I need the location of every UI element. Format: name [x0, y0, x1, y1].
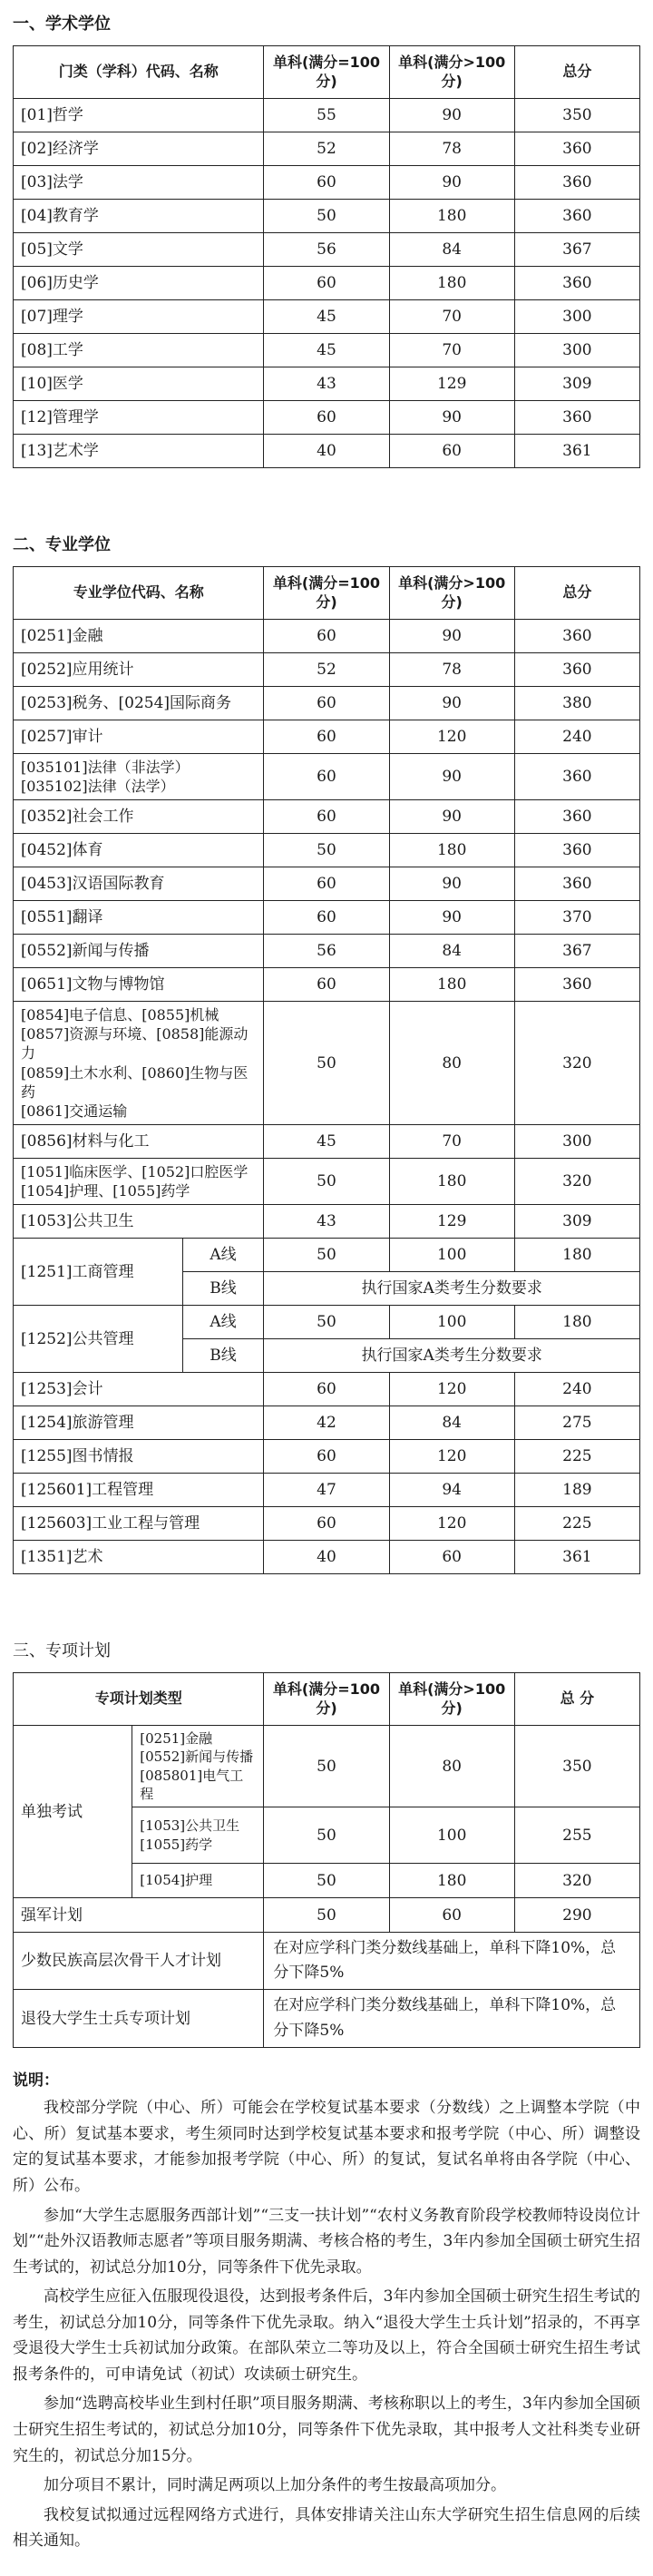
section1-title: 一、学术学位 [13, 15, 111, 34]
discipline-name: [08]工学 [14, 334, 264, 367]
single-exam-majors: [1054]护理 [132, 1864, 264, 1898]
discipline-name: [05]文学 [14, 233, 264, 267]
major-name: [1053]公共卫生 [14, 1205, 264, 1239]
score-total: 360 [514, 267, 639, 300]
table-row [14, 300, 640, 334]
score-total: 275 [514, 1406, 639, 1440]
score-single-over-100: 180 [389, 968, 514, 1002]
table-row [14, 1373, 640, 1406]
score-total: 361 [514, 1541, 639, 1574]
score-single-100: 50 [264, 1158, 389, 1204]
score-single-100: 45 [264, 1124, 389, 1158]
major-name: [1251]工商管理 [14, 1239, 183, 1306]
score-single-100: 56 [264, 233, 389, 267]
note-paragraph: 我校复试拟通过远程网络方式进行，具体安排请关注山东大学研究生招生信息网的后续相关通知。 [13, 2505, 640, 2551]
major-name: [035101]法律（非法学） [035102]法律（法学） [14, 754, 264, 800]
score-single-100: 55 [264, 99, 389, 132]
discipline-name: [03]法学 [14, 166, 264, 200]
score-total: 309 [514, 367, 639, 401]
header-total: 总 分 [514, 1673, 639, 1726]
score-single-over-100: 120 [389, 1373, 514, 1406]
line-label: B线 [182, 1339, 264, 1373]
header-single-100: 单科(满分=100分) [264, 567, 389, 620]
table-row [14, 132, 640, 166]
line-label: A线 [182, 1239, 264, 1272]
discipline-name: [12]管理学 [14, 401, 264, 435]
score-total: 360 [514, 200, 639, 233]
score-single-100: 60 [264, 1373, 389, 1406]
score-single-over-100: 60 [389, 1541, 514, 1574]
major-name: [0551]翻译 [14, 901, 264, 935]
score-single-100: 43 [264, 1205, 389, 1239]
score-single-over-100: 80 [389, 1002, 514, 1125]
score-single-over-100: 78 [389, 653, 514, 687]
major-name: [0253]税务、[0254]国际商务 [14, 687, 264, 720]
score-total: 320 [514, 1864, 639, 1898]
score-single-100: 45 [264, 300, 389, 334]
score-single-100: 40 [264, 435, 389, 468]
score-single-100: 50 [264, 1726, 389, 1807]
table-header-row [14, 1673, 640, 1726]
score-single-100: 42 [264, 1406, 389, 1440]
table-row [14, 267, 640, 300]
score-single-over-100: 129 [389, 367, 514, 401]
table-row [14, 1440, 640, 1474]
table-row [14, 1474, 640, 1507]
score-single-over-100: 90 [389, 166, 514, 200]
score-single-100: 43 [264, 367, 389, 401]
discipline-name: [04]教育学 [14, 200, 264, 233]
score-single-100: 60 [264, 867, 389, 901]
score-single-100: 60 [264, 800, 389, 834]
notes-section [13, 2068, 640, 2554]
major-name: [125603]工业工程与管理 [14, 1507, 264, 1541]
header-discipline: 门类（学科）代码、名称 [14, 46, 264, 99]
table-row [14, 901, 640, 935]
table-row [14, 435, 640, 468]
major-name: [1255]图书情报 [14, 1440, 264, 1474]
section3-title: 三、专项计划 [13, 1641, 111, 1661]
score-total: 350 [514, 99, 639, 132]
score-single-100: 60 [264, 754, 389, 800]
note-paragraph: 参加“选聘高校毕业生到村任职”项目服务期满、考核称职以上的考生，3年内参加全国硕士研究生招生考试的，初试总分加10分，同等条件下优先录取，其中报考人文社科类专业研究生的，初试总分加15分。 [13, 2395, 640, 2465]
score-total: 370 [514, 901, 639, 935]
score-single-over-100: 94 [389, 1474, 514, 1507]
score-single-100: 60 [264, 1507, 389, 1541]
score-single-over-100: 78 [389, 132, 514, 166]
score-single-100: 60 [264, 401, 389, 435]
score-single-100: 50 [264, 1306, 389, 1339]
table-row [14, 1507, 640, 1541]
score-single-over-100: 90 [389, 687, 514, 720]
score-single-100: 60 [264, 1440, 389, 1474]
header-plan-type: 专项计划类型 [14, 1673, 264, 1726]
score-single-100: 50 [264, 1002, 389, 1125]
score-total: 360 [514, 401, 639, 435]
score-single-100: 60 [264, 267, 389, 300]
score-single-over-100: 90 [389, 754, 514, 800]
score-single-over-100: 70 [389, 334, 514, 367]
score-total: 367 [514, 233, 639, 267]
score-total: 300 [514, 300, 639, 334]
table-row [14, 834, 640, 867]
score-total: 350 [514, 1726, 639, 1807]
score-single-over-100: 60 [389, 435, 514, 468]
score-total: 361 [514, 435, 639, 468]
major-name: [0251]金融 [14, 620, 264, 653]
score-total: 180 [514, 1239, 639, 1272]
score-total: 360 [514, 620, 639, 653]
score-single-100: 60 [264, 166, 389, 200]
single-exam-label: 单独考试 [14, 1726, 132, 1898]
score-total: 360 [514, 968, 639, 1002]
score-total: 255 [514, 1807, 639, 1864]
score-single-over-100: 84 [389, 935, 514, 968]
score-single-over-100: 90 [389, 401, 514, 435]
table-row [14, 1541, 640, 1574]
note-paragraph: 我校部分学院（中心、所）可能会在学校复试基本要求（分数线）之上调整本学院（中心、所）复试基本要求，考生须同时达到学校复试基本要求和报考学院（中心、所）调整设定的复试基本要求，才能参加报考学院（中心、所）的复试，复试名单将由各学院（中心、所）公布。 [13, 2099, 640, 2196]
score-total: 360 [514, 834, 639, 867]
score-total: 367 [514, 935, 639, 968]
table-row [14, 1726, 640, 1807]
single-exam-majors: [1053]公共卫生 [1055]药学 [132, 1807, 264, 1864]
header-single-100: 单科(满分=100分) [264, 46, 389, 99]
score-single-100: 40 [264, 1541, 389, 1574]
major-name: [1254]旅游管理 [14, 1406, 264, 1440]
score-single-100: 50 [264, 200, 389, 233]
major-name: [1252]公共管理 [14, 1306, 183, 1373]
table-row [14, 720, 640, 754]
score-total: 320 [514, 1158, 639, 1204]
table-row [14, 935, 640, 968]
major-name: [1253]会计 [14, 1373, 264, 1406]
score-single-100: 47 [264, 1474, 389, 1507]
discipline-name: [01]哲学 [14, 99, 264, 132]
score-total: 240 [514, 1373, 639, 1406]
score-single-over-100: 70 [389, 1124, 514, 1158]
score-single-over-100: 180 [389, 1864, 514, 1898]
score-single-over-100: 100 [389, 1807, 514, 1864]
score-total: 360 [514, 166, 639, 200]
single-exam-majors: [0251]金融 [0552]新闻与传播 [085801]电气工程 [132, 1726, 264, 1807]
score-single-over-100: 90 [389, 620, 514, 653]
table-row [14, 620, 640, 653]
major-name: [1051]临床医学、[1052]口腔医学 [1054]护理、[1055]药学 [14, 1158, 264, 1204]
score-single-over-100: 80 [389, 1726, 514, 1807]
score-total: 360 [514, 653, 639, 687]
table-row [14, 334, 640, 367]
score-single-100: 60 [264, 901, 389, 935]
line-label: A线 [182, 1306, 264, 1339]
discipline-name: [10]医学 [14, 367, 264, 401]
header-single-over-100: 单科(满分>100分) [389, 46, 514, 99]
major-name: [0552]新闻与传播 [14, 935, 264, 968]
major-name: [0252]应用统计 [14, 653, 264, 687]
line-note: 执行国家A类考生分数要求 [264, 1272, 640, 1306]
header-total: 总分 [514, 46, 639, 99]
score-total: 309 [514, 1205, 639, 1239]
score-single-100: 52 [264, 653, 389, 687]
table-row [14, 1205, 640, 1239]
table-row [14, 1898, 640, 1933]
major-name: [0452]体育 [14, 834, 264, 867]
score-single-100: 50 [264, 1807, 389, 1864]
score-single-100: 50 [264, 834, 389, 867]
score-total: 320 [514, 1002, 639, 1125]
score-single-100: 56 [264, 935, 389, 968]
major-name: [0651]文物与博物馆 [14, 968, 264, 1002]
score-single-over-100: 84 [389, 233, 514, 267]
table-row [14, 867, 640, 901]
score-single-over-100: 90 [389, 99, 514, 132]
score-total: 380 [514, 687, 639, 720]
notes-label: 说明： [13, 2071, 59, 2090]
plan-name: 退役大学生士兵专项计划 [14, 1990, 264, 2047]
section2-title: 二、专业学位 [13, 535, 111, 554]
table-row [14, 1002, 640, 1125]
line-label: B线 [182, 1272, 264, 1306]
table-row [14, 1990, 640, 2047]
major-name: [125601]工程管理 [14, 1474, 264, 1507]
score-single-over-100: 180 [389, 200, 514, 233]
header-total: 总分 [514, 567, 639, 620]
score-single-over-100: 100 [389, 1306, 514, 1339]
table-row [14, 1406, 640, 1440]
note-paragraph: 高校学生应征入伍服现役退役，达到报考条件后，3年内参加全国硕士研究生招生考试的考生，初试总分加10分，同等条件下优先录取。纳入“退役大学生士兵计划”招录的，不再享受退役大学生士兵初试加分政策。在部队荣立二等功及以上，符合全国硕士研究生招生考试报考条件的，可申请免试（初试）攻读硕士研究生。 [13, 2287, 640, 2384]
special-plan-table [13, 1672, 640, 2048]
table-row [14, 233, 640, 267]
score-single-over-100: 100 [389, 1239, 514, 1272]
table-row [14, 1124, 640, 1158]
score-single-over-100: 90 [389, 800, 514, 834]
table-row [14, 1158, 640, 1204]
table-row [14, 401, 640, 435]
plan-name: 强军计划 [14, 1898, 264, 1933]
table-row [14, 1933, 640, 1990]
header-major: 专业学位代码、名称 [14, 567, 264, 620]
score-total: 300 [514, 1124, 639, 1158]
score-single-over-100: 120 [389, 1440, 514, 1474]
major-name: [0352]社会工作 [14, 800, 264, 834]
academic-degree-table [13, 45, 640, 468]
discipline-name: [13]艺术学 [14, 435, 264, 468]
major-name: [0453]汉语国际教育 [14, 867, 264, 901]
discipline-name: [02]经济学 [14, 132, 264, 166]
note-paragraph: 加分项目不累计，同时满足两项以上加分条件的考生按最高项加分。 [44, 2476, 506, 2495]
table-row [14, 166, 640, 200]
score-single-100: 45 [264, 334, 389, 367]
table-row [14, 99, 640, 132]
score-single-100: 60 [264, 720, 389, 754]
score-single-100: 60 [264, 968, 389, 1002]
header-single-over-100: 单科(满分>100分) [389, 567, 514, 620]
plan-note: 在对应学科门类分数线基础上，单科下降10%，总分下降5% [264, 1933, 640, 1990]
table-header-row [14, 567, 640, 620]
note-paragraph: 参加“大学生志愿服务西部计划”“三支一扶计划”“农村义务教育阶段学校教师特设岗位计划”“赴外汉语教师志愿者”等项目服务期满、考核合格的考生，3年内参加全国硕士研究生招生考试的，初试总分加10分，同等条件下优先录取。 [13, 2206, 640, 2277]
table-row [14, 367, 640, 401]
score-total: 240 [514, 720, 639, 754]
score-total: 225 [514, 1440, 639, 1474]
score-total: 360 [514, 867, 639, 901]
score-single-100: 50 [264, 1239, 389, 1272]
table-row [14, 754, 640, 800]
score-single-over-100: 180 [389, 267, 514, 300]
score-total: 300 [514, 334, 639, 367]
score-single-100: 52 [264, 132, 389, 166]
score-total: 360 [514, 754, 639, 800]
score-single-100: 60 [264, 620, 389, 653]
score-single-over-100: 90 [389, 901, 514, 935]
table-header-row [14, 46, 640, 99]
header-single-over-100: 单科(满分>100分) [389, 1673, 514, 1726]
score-single-over-100: 70 [389, 300, 514, 334]
plan-name: 少数民族高层次骨干人才计划 [14, 1933, 264, 1990]
major-name: [1351]艺术 [14, 1541, 264, 1574]
score-single-over-100: 180 [389, 834, 514, 867]
table-row [14, 968, 640, 1002]
major-name: [0257]审计 [14, 720, 264, 754]
table-row [14, 653, 640, 687]
score-single-100: 50 [264, 1898, 389, 1933]
score-single-100: 50 [264, 1864, 389, 1898]
table-row [14, 800, 640, 834]
score-single-over-100: 120 [389, 1507, 514, 1541]
table-row [14, 200, 640, 233]
plan-note: 在对应学科门类分数线基础上，单科下降10%，总分下降5% [264, 1990, 640, 2047]
discipline-name: [06]历史学 [14, 267, 264, 300]
score-total: 290 [514, 1898, 639, 1933]
score-single-over-100: 129 [389, 1205, 514, 1239]
major-name: [0856]材料与化工 [14, 1124, 264, 1158]
table-row [14, 687, 640, 720]
score-single-over-100: 60 [389, 1898, 514, 1933]
score-total: 360 [514, 800, 639, 834]
score-total: 225 [514, 1507, 639, 1541]
score-total: 189 [514, 1474, 639, 1507]
notes-body [13, 2095, 640, 2553]
score-single-100: 60 [264, 687, 389, 720]
table-row [14, 1239, 640, 1272]
major-name: [0854]电子信息、[0855]机械 [0857]资源与环境、[0858]能源动力 [0859]土木水利、[0860]生物与医药 [0861]交通运输 [14, 1002, 264, 1125]
header-single-100: 单科(满分=100分) [264, 1673, 389, 1726]
discipline-name: [07]理学 [14, 300, 264, 334]
score-single-over-100: 180 [389, 1158, 514, 1204]
score-single-over-100: 120 [389, 720, 514, 754]
score-total: 180 [514, 1306, 639, 1339]
score-single-over-100: 90 [389, 867, 514, 901]
table-row [14, 1306, 640, 1339]
professional-degree-table [13, 566, 640, 1574]
line-note: 执行国家A类考生分数要求 [264, 1339, 640, 1373]
score-total: 360 [514, 132, 639, 166]
score-single-over-100: 84 [389, 1406, 514, 1440]
